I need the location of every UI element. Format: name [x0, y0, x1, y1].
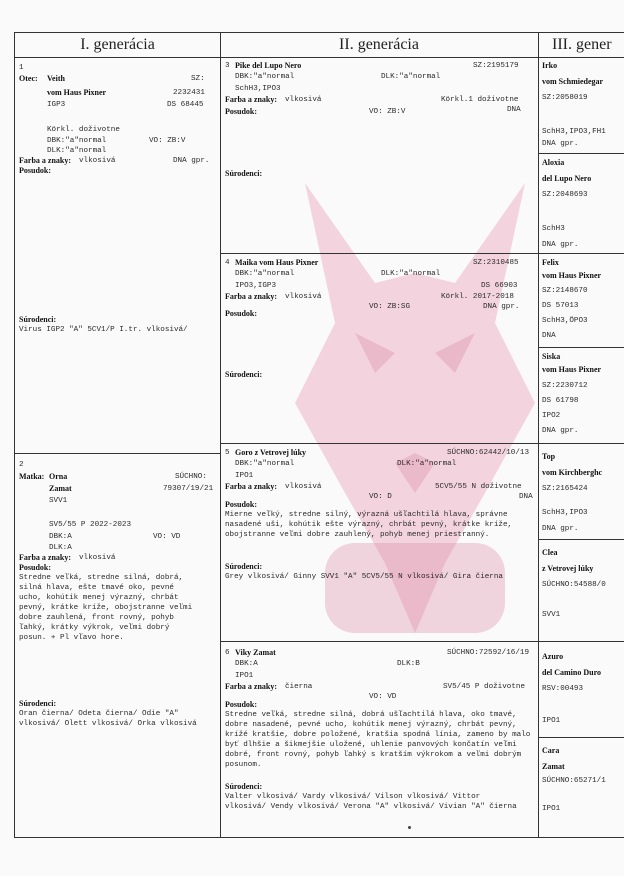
dog-name: Maika vom Haus Pixner: [235, 258, 319, 267]
vo: VO: ZB:SG: [369, 303, 411, 311]
dog-name: Viky Zamat: [235, 648, 276, 657]
color-value: vlkosivá: [285, 483, 322, 491]
dna: DNA: [507, 106, 521, 114]
pedigree-table: [14, 32, 624, 838]
vo: VO: ZB:V: [149, 137, 186, 145]
g3-cell-top: [539, 444, 624, 539]
breed-survey: Körkl. doživotne: [47, 126, 120, 134]
titles: SchH3,IPO3: [542, 509, 588, 517]
entry-number: 2: [19, 461, 24, 469]
reg-number: 2232431: [173, 89, 205, 97]
color-value: vlkosivá: [285, 96, 322, 104]
assessment-label: Posudok:: [225, 500, 258, 509]
sire-label: Otec:: [19, 74, 38, 83]
dbk: DBK:A: [49, 533, 72, 541]
reg-number: SZ:2058019: [542, 94, 588, 102]
dog-name: Felix: [542, 258, 559, 267]
dog-name: Top: [542, 452, 556, 461]
reg-number: SÚCHNO:54588/0: [542, 581, 606, 589]
dog-name: Veith: [47, 74, 65, 83]
siblings-label: Súrodenci:: [225, 370, 263, 379]
dog-name: Irko: [542, 61, 558, 70]
vo: VO: D: [369, 493, 392, 501]
color-value: vlkosivá: [79, 157, 116, 165]
dlk: DLK:"a"normal: [397, 460, 457, 468]
dbk: DBK:"a"normal: [235, 460, 295, 468]
siblings-label: Súrodenci:: [225, 782, 263, 791]
dog-name: Siska: [542, 352, 561, 361]
dam-label: Matka:: [19, 472, 45, 481]
titles: IGP3: [47, 101, 66, 109]
vo: VO: VD: [153, 533, 181, 541]
assessment-text: Stredne veľká, stredne silná, dobrá ušľachtilá hlava, oko tmavé, dobre nasadené, pevné ucho, kohútik menej výrazný, chrbát pevný, krížé kratšie, dobre položené, kratšia spodná línia, zameno by malo byť dlhšie a šikmejšie uložené, uhlenie panvových končatín veľmi dobré, front rovný, pohyb ľahký s kratším výkrokom a veľmi dobrým posunom.: [225, 711, 531, 769]
dbk: DBK:A: [235, 660, 258, 668]
g3-cell-irko: [539, 57, 624, 153]
grandparent-5-cell: [221, 444, 538, 641]
header-gen1: I. generácia: [15, 33, 220, 58]
g3-cell-siska: [539, 348, 624, 443]
kennel-name: Zamat: [542, 762, 565, 771]
reg-number: SÚCHNO:62442/10/13: [447, 449, 530, 457]
reg-number: SZ:2310485: [473, 259, 519, 267]
parent-1-cell: [15, 57, 220, 453]
ds-number: DS 57013: [542, 302, 579, 310]
kennel-name: vom Schmiedegar: [542, 77, 604, 86]
kennel-name: z Vetrovej lúky: [542, 564, 594, 573]
breed-survey: Körkl. 2017-2018: [441, 293, 514, 301]
siblings-label: Súrodenci:: [225, 169, 263, 178]
color-label: Farba a znaky:: [225, 95, 277, 104]
color-label: Farba a znaky:: [225, 482, 277, 491]
color-value: vlkosivá: [79, 554, 116, 562]
assessment-label: Posudok:: [19, 166, 52, 175]
color-label: Farba a znaky:: [19, 156, 71, 165]
ink-speck: [408, 826, 411, 829]
entry-number: 4: [225, 259, 230, 267]
dog-name: Orna: [49, 472, 68, 481]
g3-cell-cara: [539, 738, 624, 839]
kennel-name: del Camino Duro: [542, 668, 601, 677]
vo: VO: ZB:V: [369, 108, 406, 116]
color-value: čierna: [285, 683, 313, 691]
g3-cell-aloxia: [539, 154, 624, 253]
dog-name: Goro z Vetrovej lúky: [235, 448, 307, 457]
g3-cell-felix: [539, 254, 624, 347]
reg-label: SZ:: [191, 75, 205, 83]
kennel-name: vom Haus Pixner: [542, 365, 602, 374]
dlk: DLK:A: [49, 544, 72, 552]
siblings-label: Súrodenci:: [19, 315, 57, 324]
entry-number: 6: [225, 649, 230, 657]
titles: IPO1: [542, 805, 561, 813]
grandparent-6-cell: [221, 642, 538, 839]
dbk: DBK:"a"normal: [47, 137, 107, 145]
ds-number: DS 61798: [542, 397, 579, 405]
dog-name: Clea: [542, 548, 558, 557]
titles: SchH3: [542, 225, 565, 233]
dna: DNA gpr.: [542, 140, 579, 148]
dbk: DBK:"a"normal: [235, 73, 295, 81]
reg-number: SZ:2195179: [473, 62, 519, 70]
entry-number: 5: [225, 449, 230, 457]
reg-number: SZ:2048693: [542, 191, 588, 199]
titles: IPO1: [235, 672, 254, 680]
show-rating: SV5/55 P 2022-2023: [49, 521, 132, 529]
show-rating: SV5/45 P doživotne: [443, 683, 526, 691]
siblings-text: Virus IGP2 "A" 5CV1/P I.tr. vlkosivá/: [19, 326, 188, 334]
dna: DNA gpr.: [483, 303, 520, 311]
titles: SVV1: [542, 611, 561, 619]
dlk: DLK:"a"normal: [381, 73, 441, 81]
ds-number: DS 66903: [481, 282, 518, 290]
siblings-text: Valter vlkosivá/ Vardy vlkosivá/ Vilson vlkosivá/ Vittor vlkosivá/ Vendy vlkosivá/ Verona "A" vlkosivá/ Vivian "A" čierna: [225, 793, 517, 811]
dlk: DLK:"a"normal: [47, 147, 107, 155]
reg-number: 79307/19/21: [163, 485, 214, 493]
entry-number: 3: [225, 62, 230, 70]
siblings-text: Oran čierna/ Odeta čierna/ Odie "A" vlkosivá/ Olett vlkosivá/ Orka vlkosivá: [19, 710, 197, 728]
breed-survey: Körkl.1 doživotne: [441, 96, 519, 104]
titles: SVV1: [49, 497, 68, 505]
kennel-name: vom Haus Pixner: [47, 88, 107, 97]
dna: DNA: [519, 493, 533, 501]
dlk: DLK:B: [397, 660, 420, 668]
dog-name: Aloxia: [542, 158, 565, 167]
reg-number: SZ:2230712: [542, 382, 588, 390]
titles: IPO2: [542, 412, 561, 420]
siblings-label: Súrodenci:: [19, 699, 57, 708]
dlk: DLK:"a"normal: [381, 270, 441, 278]
grandparent-3-cell: [221, 57, 538, 253]
dog-name: Azuro: [542, 652, 564, 661]
grandparent-4-cell: [221, 254, 538, 443]
color-value: vlkosivá: [285, 293, 322, 301]
reg-number: SZ:2148670: [542, 287, 588, 295]
reg-number: SÚCHNO:72592/16/19: [447, 649, 530, 657]
g3-cell-clea: [539, 540, 624, 641]
titles: IPO3,IGP3: [235, 282, 277, 290]
color-label: Farba a znaky:: [225, 682, 277, 691]
assessment-label: Posudok:: [225, 700, 258, 709]
titles: SchH3,IPO3,FH1: [542, 128, 606, 136]
assessment-label: Posudok:: [225, 309, 258, 318]
dna: DNA gpr.: [173, 157, 210, 165]
assessment-text: Stredne veľká, stredne silná, dobrá, silná hlava, ešte tmavé oko, pevné ucho, kohútik menej výrazný, chrbát pevný, krátke kríže, obojstranne veľmi dobre zauhlená, front rovný, pohyb ľahký, krátky výkrok, veľmi dobrý posun. + Pl vľavo hore.: [19, 574, 193, 642]
reg-number: RSV:00493: [542, 685, 584, 693]
kennel-name: vom Haus Pixner: [542, 271, 602, 280]
show-rating: 5CV5/55 N doživotne: [435, 483, 522, 491]
dna: DNA gpr.: [542, 427, 579, 435]
vo: VO: VD: [369, 693, 397, 701]
titles: SchH3,ÖPO3: [542, 317, 588, 325]
assessment-label: Posudok:: [19, 563, 52, 572]
dna: DNA gpr.: [542, 241, 579, 249]
siblings-text: Grey vlkosivá/ Ginny SVV1 "A" 5CV5/55 N vlkosivá/ Gira čierna: [225, 573, 503, 581]
siblings-label: Súrodenci:: [225, 562, 263, 571]
reg-label: SÚCHNO:: [175, 473, 207, 481]
dna: DNA: [542, 332, 556, 340]
color-label: Farba a znaky:: [225, 292, 277, 301]
header-gen2: II. generácia: [220, 33, 538, 58]
entry-number: 1: [19, 64, 24, 72]
parent-2-cell: [15, 454, 220, 839]
reg-number: SÚCHNO:65271/1: [542, 777, 606, 785]
titles: SchH3,IPO3: [235, 85, 281, 93]
ds-number: DS 68445: [167, 101, 204, 109]
dog-name: Cara: [542, 746, 560, 755]
reg-number: SZ:2165424: [542, 485, 588, 493]
assessment-text: Mierne veľký, stredne silný, výrazná ušľachtilá hlava, správne nasadené uši, kohútik ešte výrazný, chrbát pevný, krátke kríže, obojstranne veľmi dobre zauhlený, pohyb menej priestranný.: [225, 511, 513, 539]
assessment-label: Posudok:: [225, 107, 258, 116]
dna: DNA gpr.: [542, 525, 579, 533]
titles: IPO1: [235, 472, 254, 480]
kennel-name: vom Kirchberghc: [542, 468, 603, 477]
g3-cell-azuro: [539, 642, 624, 737]
kennel-name: Zamat: [49, 484, 72, 493]
color-label: Farba a znaky:: [19, 553, 71, 562]
kennel-name: del Lupo Nero: [542, 174, 592, 183]
titles: IPO1: [542, 717, 561, 725]
dbk: DBK:"a"normal: [235, 270, 295, 278]
dog-name: Pike del Lupo Nero: [235, 61, 302, 70]
header-gen3: III. gener: [538, 33, 624, 58]
